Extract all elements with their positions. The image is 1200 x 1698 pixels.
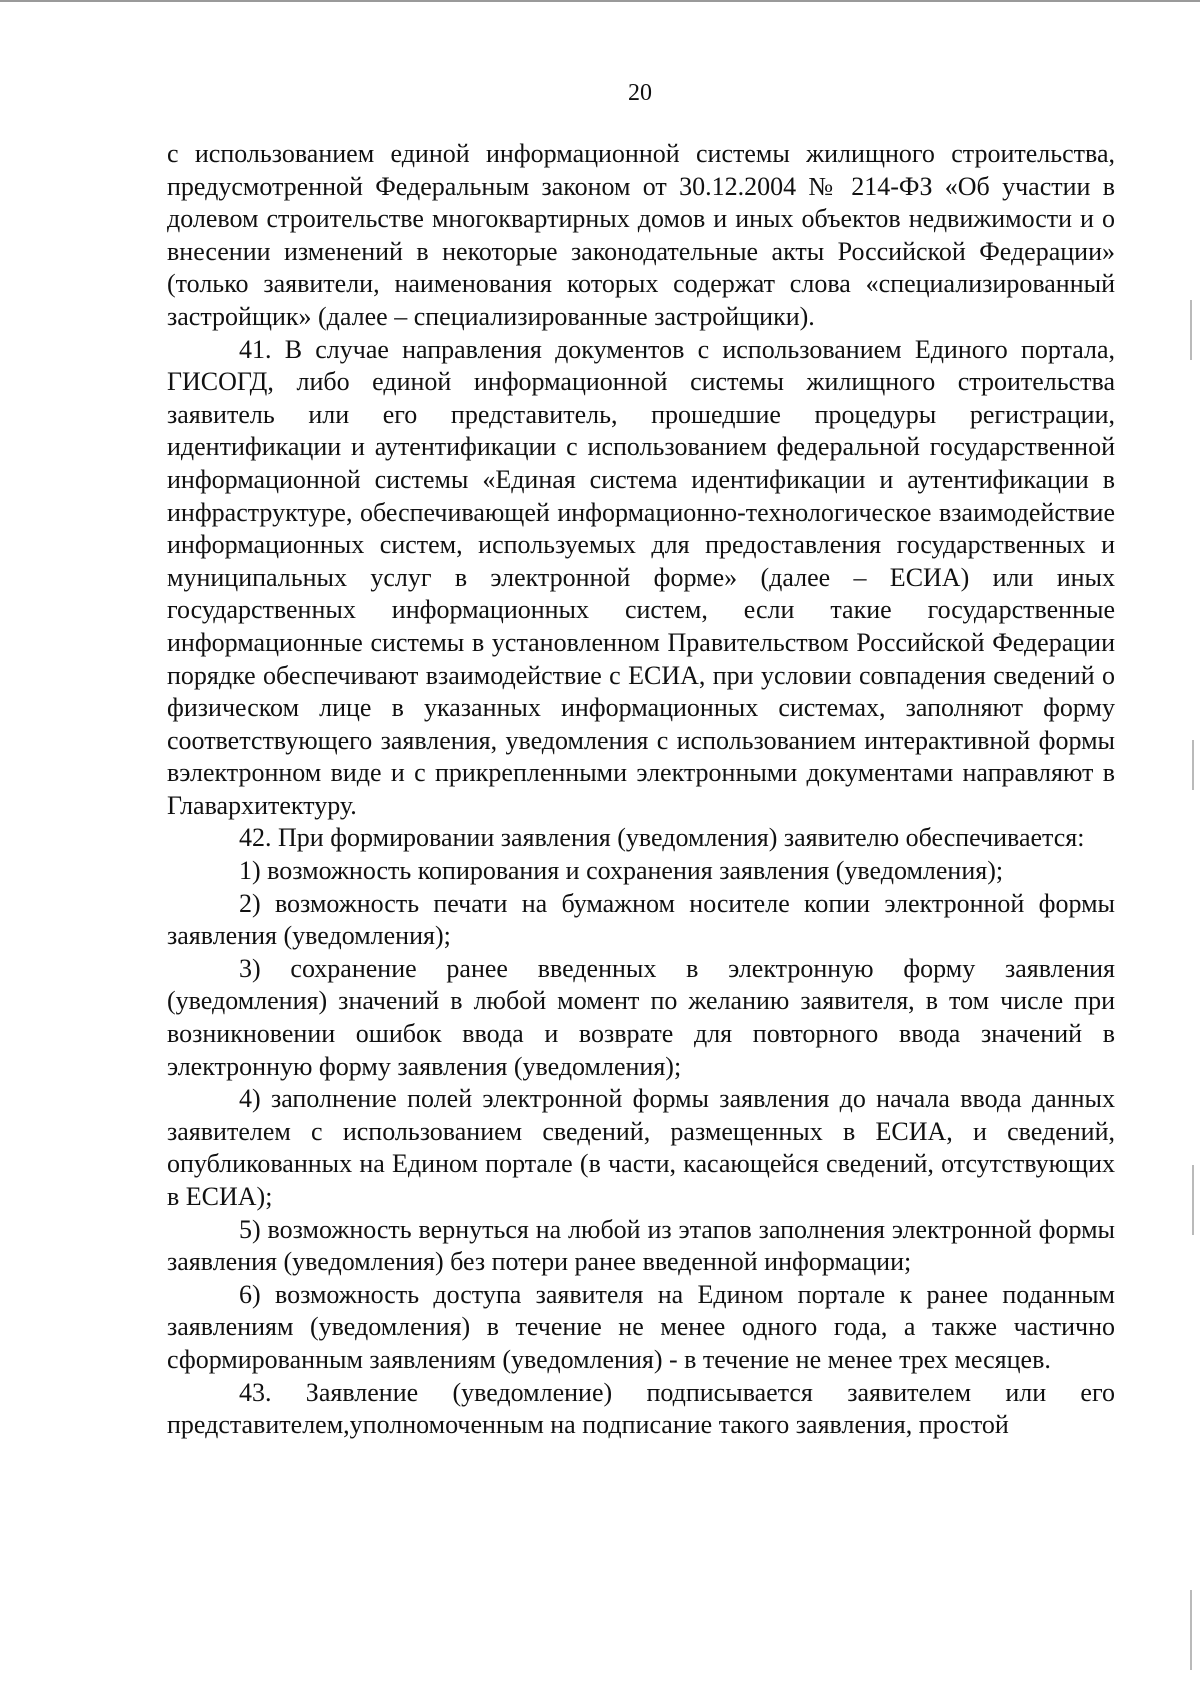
paragraph-41: 41. В случае направления документов с использованием Единого портала, ГИСОГД, либо единой информационной системы жилищного строительства заявитель или его представитель, прошедшие процедуры регистрации, идентификации и аутентификации с использованием федеральной государственной информационной системы «Единая система идентификации и аутентификации в инфраструктуре, обеспечивающей информационно-технологическое взаимодействие информационных систем, используемых для предоставления государственных и муниципальных услуг в электронной форме» (далее – ЕСИА) или иных государственных информационных систем, если такие государственные информационные системы в установленном Правительством Российской Федерации порядке обеспечивают взаимодействие с ЕСИА, при условии совпадения сведений о физическом лице в указанных информационных системах, заполняют форму соответствующего заявления, уведомления с использованием интерактивной формы вэлектронном виде и с прикрепленными электронными документами направляют в Главархитектуру. bbox=[167, 334, 1115, 820]
scan-artifact bbox=[1190, 1590, 1192, 1670]
scan-artifact bbox=[1192, 1165, 1194, 1235]
scan-artifact bbox=[1192, 740, 1194, 790]
paragraph-43: 43. Заявление (уведомление) подписывается заявителем или его представителем,уполномоченным на подписание такого заявления, простой bbox=[167, 1377, 1115, 1440]
page-number: 20 bbox=[628, 80, 652, 106]
list-item-4: 4) заполнение полей электронной формы заявления до начала ввода данных заявителем с использованием сведений, размещенных в ЕСИА, и сведений, опубликованных на Едином портале (в части, касающейся сведений, отсутствующих в ЕСИА); bbox=[167, 1084, 1115, 1211]
document-text bbox=[167, 138, 1115, 1442]
paragraph-42: 42. При формировании заявления (уведомления) заявителю обеспечивается: bbox=[239, 823, 1085, 853]
list-item-5: 5) возможность вернуться на любой из этапов заполнения электронной формы заявления (уведомления) без потери ранее введенной информации; bbox=[167, 1214, 1115, 1277]
list-item-2: 2) возможность печати на бумажном носителе копии электронной формы заявления (уведомления); bbox=[167, 888, 1115, 951]
list-item-3: 3) сохранение ранее введенных в электронную форму заявления (уведомления) значений в любой момент по желанию заявителя, в том числе при возникновении ошибок ввода и возврате для повторного ввода значений в электронную форму заявления (уведомления); bbox=[167, 953, 1115, 1081]
paragraph-continuation: с использованием единой информационной системы жилищного строительства, предусмотренной Федеральным законом от 30.12.2004 № 214-ФЗ «Об участии в долевом строительстве многоквартирных домов и иных объектов недвижимости и о внесении изменений в некоторые законодательные акты Российской Федерации» (только заявители, наименования которых содержат слова «специализированный застройщик» (далее – специализированные застройщики). bbox=[167, 139, 1115, 331]
scan-artifact bbox=[1190, 300, 1192, 360]
list-item-1: 1) возможность копирования и сохранения заявления (уведомления); bbox=[239, 856, 1004, 886]
list-item-6: 6) возможность доступа заявителя на Едином портале к ранее поданным заявлениям (уведомления) в течение не менее одного года, а также частично сформированным заявлениям (уведомления) - в течение не менее трех месяцев. bbox=[167, 1279, 1115, 1374]
scan-top-edge bbox=[0, 0, 1200, 2]
